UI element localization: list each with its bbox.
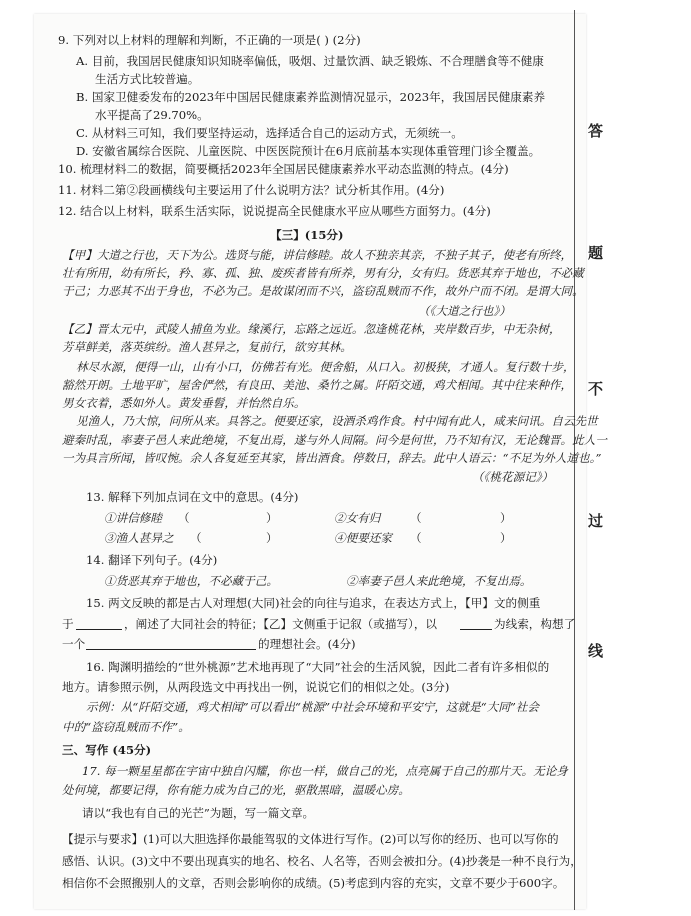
q13-item-4-rparen: ） xyxy=(500,531,512,545)
q17-topic: 请以“我也有自己的光芒”为题，写一篇文章。 xyxy=(82,806,315,820)
q15-yige: 一个 xyxy=(62,637,86,651)
q15-line-3-end: 的理想社会。(4分) xyxy=(258,637,356,651)
requirements-line-1: 【提示与要求】(1)可以大胆选择你最能驾驭的文体进行写作。(2)可以写你的经历、也可以写你的 xyxy=(62,832,559,846)
q15-line-2-mid: ，阐述了大同社会的特征；【乙】文侧重于记叙（或描写），以 xyxy=(124,617,438,631)
section-3-title: 【三】(15分) xyxy=(270,228,344,242)
q13-item-1-rparen: ） xyxy=(266,511,278,525)
q14-stem: 14. 翻译下列句子。(4分) xyxy=(86,553,218,567)
margin-char-4: 过 xyxy=(588,512,604,530)
q11: 11. 材料二第②段画横线句主要运用了什么说明方法？试分析其作用。(4分) xyxy=(58,183,445,197)
margin-char-5: 线 xyxy=(588,642,604,660)
yi-line-7: 避秦时乱，率妻子邑人来此绝境，不复出焉，遂与外人间隔。问今是何世，乃不知有汉，无论魏晋。此人一 xyxy=(62,433,607,447)
yi-line-1: 【乙】晋太元中，武陵人捕鱼为业。缘溪行，忘路之远近。忽逢桃花林，夹岸数百步，中无杂树， xyxy=(62,322,561,336)
q15-line-1: 15. 两文反映的都是古人对理想(大同)社会的向往与追求，在表达方式上，【甲】文的侧重 xyxy=(86,596,541,610)
q12: 12. 结合以上材料，联系生活实际，说说提高全民健康水平应从哪些方面努力。(4分) xyxy=(58,204,491,218)
q10: 10. 梳理材料二的数据，简要概括2023年全国居民健康素养水平动态监测的特点。(4分) xyxy=(58,162,509,176)
q13-item-2: ②女有归 xyxy=(334,511,381,525)
q13-item-3-rparen: ） xyxy=(266,531,278,545)
q16-example-1: 示例：从“阡陌交通，鸡犬相闻”可以看出“桃源”中社会环境和平安宁，这就是“大同”社会 xyxy=(86,700,539,714)
q9-option-a: A. 目前，我国居民健康知识知晓率偏低，吸烟、过量饮酒、缺乏锻炼、不合理膳食等不健康 xyxy=(76,54,544,68)
jia-source: （《大道之行也》） xyxy=(418,304,511,318)
q13-item-4: ④便要还家 xyxy=(334,531,392,545)
q15-blank-2[interactable] xyxy=(460,616,492,630)
yi-line-2: 芳草鲜美，落英缤纷。渔人甚异之，复前行，欲穷其林。 xyxy=(62,340,352,354)
q13-item-1-lparen: （ xyxy=(178,511,190,525)
q13-item-3-lparen: （ xyxy=(190,531,202,545)
q14-sentence-1: ①货恶其弃于地也，不必藏于己。 xyxy=(104,574,278,588)
margin-char-3: 不 xyxy=(588,380,604,398)
writing-title: 三、写作 (45分) xyxy=(62,743,152,757)
q15-blank-3[interactable] xyxy=(86,636,256,650)
q9-option-b-cont: 水平提高了29.70%。 xyxy=(95,108,209,122)
jia-line-1: 【甲】大道之行也，天下为公。选贤与能，讲信修睦。故人不独亲其亲，不独子其子，使老有所终， xyxy=(62,248,573,262)
yi-source: （《桃花源记》） xyxy=(472,470,554,484)
q17-line-2: 处何境，都要记得，你有能力成为自己的光，驱散黑暗，温暖心房。 xyxy=(62,783,410,797)
yi-line-6: 见渔人，乃大惊，问所从来。具答之。便要还家，设酒杀鸡作食。村中闻有此人，咸来问讯。自云先世 xyxy=(76,414,598,428)
margin-char-2: 题 xyxy=(588,244,604,262)
q14-sentence-2: ②率妻子邑人来此绝境，不复出焉。 xyxy=(346,574,532,588)
q13-item-1: ①讲信修睦 xyxy=(104,511,162,525)
q13-item-2-lparen: （ xyxy=(410,511,422,525)
q15-yu: 于 xyxy=(62,617,74,631)
q13-stem: 13. 解释下列加点词在文中的意思。(4分) xyxy=(86,490,299,504)
margin-char-1: 答 xyxy=(588,122,604,140)
jia-line-2: 壮有所用，幼有所长，矜、寡、孤、独、废疾者皆有所养，男有分，女有归。货恶其弃于地也，不必藏 xyxy=(62,266,584,280)
q15-blank-1[interactable] xyxy=(76,616,122,630)
yi-line-4: 豁然开朗。土地平旷，屋舍俨然，有良田、美池、桑竹之属。阡陌交通，鸡犬相闻。其中往来种作， xyxy=(62,378,573,392)
requirements-line-2: 感悟、认识。(3)文中不要出现真实的地名、校名、人名等，否则会被扣分。(4)抄袭是一种不良行为， xyxy=(62,854,582,868)
yi-line-8: 一为具言所闻，皆叹惋。余人各复延至其家，皆出酒食。停数日，辞去。此中人语云：“不足为外人道也。” xyxy=(62,451,602,465)
q13-item-2-rparen: ） xyxy=(500,511,512,525)
requirements-line-3: 相信你不会照搬别人的文章，否则会影响你的成绩。(5)考虑到内容的充实，文章不要少于600字。 xyxy=(62,876,565,890)
q13-item-4-lparen: （ xyxy=(410,531,422,545)
q9-stem: 9. 下列对以上材料的理解和判断，不正确的一项是( ) (2分) xyxy=(58,33,361,47)
q17-line-1: 17. 每一颗星星都在宇宙中独自闪耀，你也一样，做自己的光，点亮属于自己的那片天。无论身 xyxy=(82,764,568,778)
q16-line-1: 16. 陶渊明描绘的“世外桃源”艺术地再现了“大同”社会的生活风貌，因此二者有许多相似的 xyxy=(86,660,550,674)
q13-item-3: ③渔人甚异之 xyxy=(104,531,174,545)
q9-option-c: C. 从材料三可知，我们要坚持运动，选择适合自己的运动方式，无须统一。 xyxy=(76,126,463,140)
q9-option-d: D. 安徽省属综合医院、儿童医院、中医医院预计在6月底前基本实现体重管理门诊全覆盖。 xyxy=(76,144,541,158)
q9-option-b: B. 国家卫健委发布的2023年中国居民健康素养监测情况显示，2023年，我国居民健康素养 xyxy=(76,90,546,104)
q15-line-2-end: 为线索，构想了 xyxy=(494,617,576,631)
q16-line-2: 地方。请参照示例，从两段选文中再找出一例，说说它们的相似之处。(3分) xyxy=(62,680,450,694)
q16-example-2: 中的“盗窃乱贼而不作”。 xyxy=(62,720,190,734)
q9-option-a-cont: 生活方式比较普遍。 xyxy=(95,72,200,86)
yi-line-3: 林尽水源，便得一山，山有小口，仿佛若有光。便舍船，从口入。初极狭，才通人。复行数十步， xyxy=(76,360,575,374)
yi-line-5: 男女衣着，悉如外人。黄发垂髫，并怡然自乐。 xyxy=(62,396,306,410)
jia-line-3: 于己；力恶其不出于身也，不必为己。是故谋闭而不兴，盗窃乱贼而不作，故外户而不闭。是谓大同。 xyxy=(62,284,584,298)
